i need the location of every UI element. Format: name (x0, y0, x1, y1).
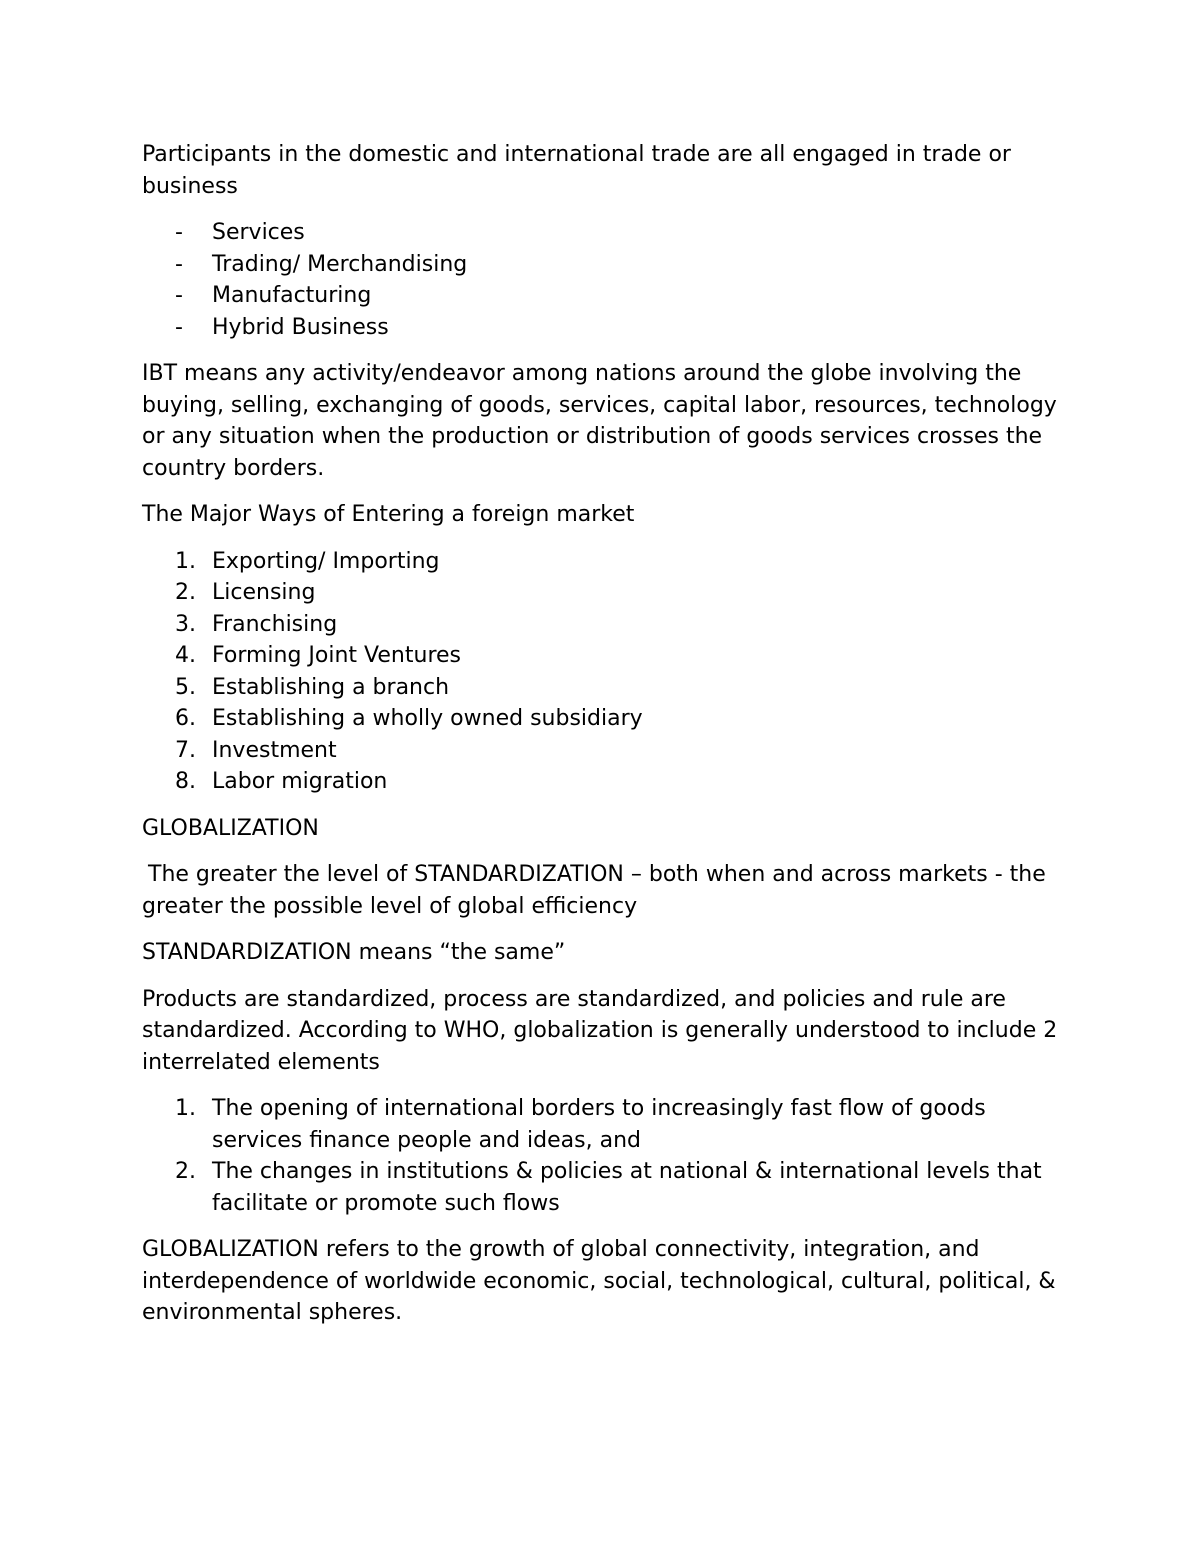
dash-bullet: - (175, 314, 183, 340)
list-item-text: The opening of international borders to increasingly fast flow of goods services finance people and ideas, and (212, 1096, 986, 1153)
list-number: 2. (175, 580, 196, 605)
list-item (142, 577, 1062, 609)
dash-bullet: - (175, 283, 183, 308)
list-item-text: Establishing a branch (212, 674, 450, 700)
list-number: 3. (175, 611, 196, 637)
elements-list (142, 1093, 1062, 1219)
list-item (142, 217, 1062, 249)
globalization-heading: GLOBALIZATION (142, 815, 319, 841)
list-item-text: Licensing (212, 580, 316, 605)
list-item-text: Trading/ Merchandising (212, 251, 468, 277)
list-number: 1. (175, 1096, 196, 1121)
document-page (142, 139, 1062, 1344)
list-item (142, 546, 1062, 578)
list-item (142, 735, 1062, 767)
list-item (142, 1093, 1062, 1156)
list-item (142, 312, 1062, 344)
list-number: 8. (175, 769, 196, 794)
intro-paragraph: Participants in the domestic and international trade are all engaged in trade or business (142, 142, 1011, 199)
list-number: 7. (175, 737, 196, 763)
list-item (142, 1156, 1062, 1219)
list-item (142, 672, 1062, 704)
dash-bullet: - (175, 251, 183, 277)
standardization-statement: The greater the level of STANDARDIZATION – both when and across markets - the greater the possible level of global efficiency (142, 862, 1046, 919)
list-number: 4. (175, 643, 196, 668)
globalization-definition: GLOBALIZATION refers to the growth of global connectivity, integration, and interdependence of worldwide economic, social, technological, cultural, political, & environmental spheres. (142, 1237, 1056, 1325)
list-item (142, 609, 1062, 641)
list-number: 5. (175, 674, 196, 700)
entry-heading: The Major Ways of Entering a foreign market (142, 502, 635, 527)
list-item-text: Services (212, 220, 305, 245)
list-item (142, 280, 1062, 312)
list-number: 6. (175, 706, 196, 731)
dash-bullet: - (175, 220, 183, 245)
list-item-text: Hybrid Business (212, 314, 389, 340)
ibt-definition: IBT means any activity/endeavor among nations around the globe involving the buying, selling, exchanging of goods, services, capital labor, resources, technology or any situation when the production or distribution of goods services crosses the country borders. (142, 361, 1057, 481)
standardization-meaning: STANDARDIZATION means “the same” (142, 940, 566, 965)
entry-ways-list (142, 546, 1062, 798)
list-item-text: Franchising (212, 611, 338, 637)
list-item-text: Forming Joint Ventures (212, 643, 462, 668)
list-number: 2. (175, 1159, 196, 1184)
list-item (142, 766, 1062, 798)
list-number: 1. (175, 548, 196, 574)
list-item-text: Manufacturing (212, 283, 372, 308)
products-paragraph: Products are standardized, process are standardized, and policies and rule are standardized. According to WHO, globalization is generally understood to include 2 interrelated elements (142, 986, 1058, 1075)
list-item-text: The changes in institutions & policies at national & international levels that facilitate or promote such flows (212, 1159, 1042, 1216)
list-item (142, 703, 1062, 735)
list-item-text: Establishing a wholly owned subsidiary (212, 706, 643, 731)
list-item (142, 640, 1062, 672)
list-item-text: Exporting/ Importing (212, 548, 440, 574)
list-item-text: Labor migration (212, 769, 388, 794)
list-item (142, 249, 1062, 281)
list-item-text: Investment (212, 737, 337, 763)
business-types-list (142, 217, 1062, 343)
